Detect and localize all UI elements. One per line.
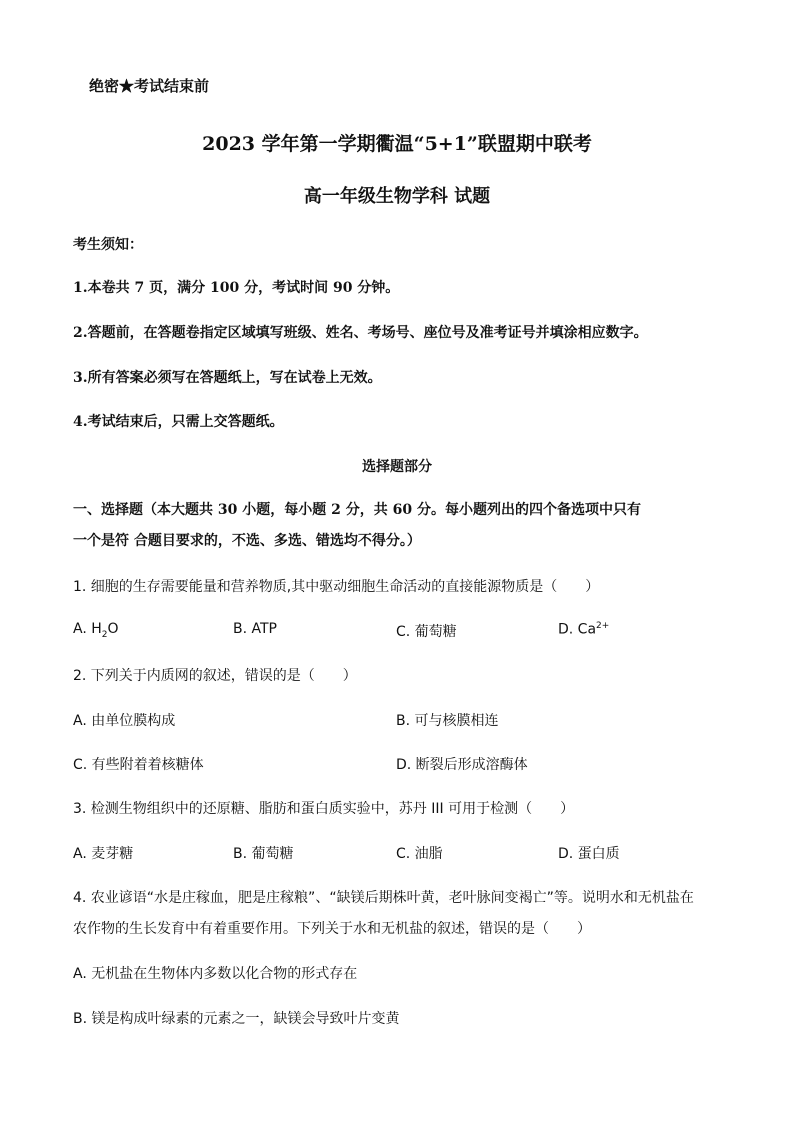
question-4-option-b: B. 镁是构成叶绿素的元素之一，缺镁会导致叶片变黄: [73, 1011, 400, 1027]
exam-subtitle: 高一年级生物学科 试题: [303, 186, 491, 207]
question-4-stem-line-2: 农作物的生长发育中有着重要作用。下列关于水和无机盐的叙述，错误的是（ ）: [73, 921, 591, 937]
question-1-option-a: A. $H_2O$: [73, 621, 119, 640]
question-3-option-b: B. 葡萄糖: [233, 846, 294, 862]
question-3-option-a: A. 麦芽糖: [73, 846, 134, 862]
question-4-option-a: A. 无机盐在生物体内多数以化合物的形式存在: [73, 966, 358, 982]
question-1-option-d: D. $Ca^{2+}$: [558, 621, 610, 638]
question-2-option-a: A. 由单位膜构成: [73, 713, 176, 729]
section-title: 选择题部分: [362, 459, 432, 475]
section-instruction-line-1: 一、选择题（本大题共 30 小题，每小题 2 分，共 60 分。每小题列出的四个备选项中只有: [73, 502, 641, 518]
notice-item-2: 2.答题前，在答题卷指定区域填写班级、姓名、考场号、座位号及准考证号并填涂相应数字。: [73, 325, 648, 341]
question-1-option-b: B. ATP: [233, 621, 277, 637]
section-instruction-line-2: 一个是符 合题目要求的，不选、多选、错选均不得分。）: [73, 533, 421, 549]
question-1-stem: 1. 细胞的生存需要能量和营养物质,其中驱动细胞生命活动的直接能源物质是（ ）: [73, 579, 600, 595]
question-2-stem: 2. 下列关于内质网的叙述，错误的是（ ）: [73, 668, 357, 684]
question-4-stem-line-1: 4. 农业谚语“水是庄稼血，肥是庄稼粮”、“缺镁后期株叶黄，老叶脉间变褐亡”等。说明水和无机盐在: [73, 890, 694, 906]
question-2-option-d: D. 断裂后形成溶酶体: [396, 757, 528, 773]
exam-title: 2023 学年第一学期衢温“5+1”联盟期中联考: [202, 133, 592, 155]
question-3-option-d: D. 蛋白质: [558, 846, 620, 862]
notice-item-3: 3.所有答案必须写在答题纸上，写在试卷上无效。: [73, 370, 382, 386]
notice-item-4: 4.考试结束后，只需上交答题纸。: [73, 414, 284, 430]
question-3-stem: 3. 检测生物组织中的还原糖、脂肪和蛋白质实验中，苏丹 III 可用于检测（ ）: [73, 801, 575, 817]
confidential-mark: 绝密★考试结束前: [89, 77, 210, 95]
notice-heading: 考生须知：: [73, 237, 143, 253]
question-2-option-b: B. 可与核膜相连: [396, 713, 499, 729]
question-1-option-c: C. 葡萄糖: [396, 624, 457, 640]
question-3-option-c: C. 油脂: [396, 846, 443, 862]
question-2-option-c: C. 有些附着着核糖体: [73, 757, 204, 773]
notice-item-1: 1.本卷共 7 页，满分 100 分，考试时间 90 分钟。: [73, 280, 400, 296]
